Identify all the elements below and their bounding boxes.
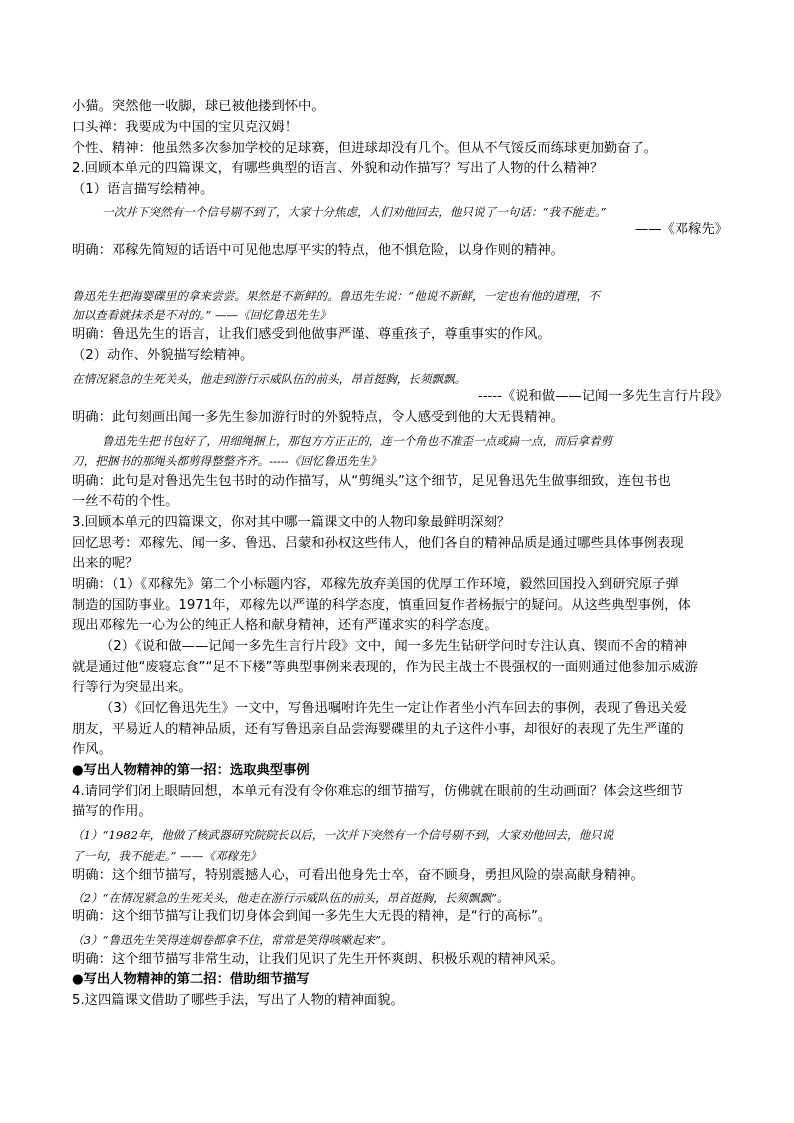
text-line: 回忆思考：邓稼先、闻一多、鲁迅、吕蒙和孙权这些伟人，他们各自的精神品质是通过哪些具体事例表现 [72,536,684,551]
quote-text: 了一句，我不能走。” ——《邓稼先》 [72,849,262,863]
text-line: 个性、精神：他虽然多次参加学校的足球赛，但进球却没有几个。但从不气馁反而练球更加勤奋了。 [72,141,658,156]
section-heading: ●写出人物精神的第一招：选取典型事例 [72,763,310,778]
quote-source: ——《邓稼先》 [634,222,728,237]
answer-text: 朋友，平易近人的精神品质，还有写鲁迅亲自品尝海婴碟里的丸子这件小事，却很好的表现了先生严谨的 [72,722,684,737]
text-line: 出来的呢？ [72,556,139,571]
answer-text: 制造的国防事业。1971年，邓稼先以严谨的科学态度，慎重回复作者杨振宁的疑问。从这些典型事例，体 [72,598,691,613]
subheading: （2）动作、外貌描写绘精神。 [72,348,254,363]
subheading: （1）语言描写绘精神。 [72,182,214,197]
section-heading: ●写出人物精神的第二招：借助细节描写 [72,972,310,987]
answer-text: 明确：此句刻画出闻一多先生参加游行时的外貌特点，令人感受到他的大无畏精神。 [72,410,564,425]
answer-text: 明确：鲁迅先生的语言，让我们感受到他做事严谨、尊重孩子，尊重事实的作风。 [72,327,551,342]
quote-text: 鲁迅先生把海婴碟里的拿来尝尝。果然是不新鲜的。鲁迅先生说：“他说不新鲜，一定也有他的道理，不 [72,289,600,303]
answer-text: 明确：这个细节描写，特别震撼人心，可看出他身先士卒，奋不顾身，勇担风险的崇高献身精神。 [72,868,644,883]
quote-text: 在情况紧急的生死关头，他走到游行示威队伍的前头，昂首挺胸，长须飘飘。 [72,372,467,386]
answer-text: 一丝不苟的个性。 [72,494,179,509]
answer-text: （3）《回忆鲁迅先生》一文中，写鲁迅嘱咐许先生一定让作者坐小汽车回去的事例，表现了鲁迅关爱 [100,701,687,716]
answer-text: 行等行为突显出来。 [72,680,192,695]
question-heading: 2.回顾本单元的四篇课文，有哪些典型的语言、外貌和动作描写？写出了人物的什么精神？ [72,161,604,176]
quote-text: （3）“鲁迅先生笑得连烟卷都拿不住，常常是笑得咳嗽起来”。 [72,933,393,947]
question-heading: 3.回顾本单元的四篇课文，你对其中哪一篇课文中的人物印象最鲜明深刻？ [72,515,511,530]
question-heading: 描写的作用。 [72,804,152,819]
answer-text: 明确：邓稼先简短的话语中可见他忠厚平实的特点，他不惧危险，以身作则的精神。 [72,243,564,258]
quote-source: -----《说和做——记闻一多先生言行片段》 [477,389,728,404]
answer-text: 就是通过他“废寝忘食”“足不下楼”等典型事例来表现的，作为民主战士不畏强权的一面则通过他参加示威游 [72,660,698,675]
text-line: 小猫。突然他一收脚，球已被他搂到怀中。 [72,99,325,114]
quote-text: 鲁迅先生把书包好了，用细绳捆上，那包方方正正的，连一个角也不准歪一点或扁一点，而后拿着剪 [102,434,613,448]
answer-text: 明确：这个细节描写非常生动，让我们见识了先生开怀爽朗、积极乐观的精神风采。 [72,952,564,967]
question-heading: 4.请同学们闭上眼睛回想，本单元有没有令你难忘的细节描写，仿佛就在眼前的生动画面？体会这些细节 [72,784,684,799]
answer-text: 明确：（1）《邓稼先》第二个小标题内容，邓稼先放弃美国的优厚工作环境，毅然回国投入到研究原子弹 [72,577,679,592]
answer-text: （2）《说和做——记闻一多先生言行片段》文中，闻一多先生钻研学问时专注认真、锲而不舍的精神 [100,639,687,654]
answer-text: 明确：这个细节描写让我们切身体会到闻一多先生大无畏的精神，是“行的高标”。 [72,909,552,924]
quote-text: （2）“在情况紧急的生死关头，他走在游行示威队伍的前头，昂首挺胸，长须飘飘”。 [72,891,509,905]
answer-text: 现出邓稼先一心为公的纯正人格和献身精神，还有严谨求实的科学态度。 [72,618,498,633]
quote-text: （1）“1982年，他做了核武器研究院院长以后，一次并下突然有一个信号剔不到，大家劝他回去，他只说 [72,828,614,842]
quote-text: 一次并下突然有一个信号剔不到了，大家十分焦虑，人们劝他回去，他只说了一句话：“我不能走。” [102,205,607,219]
answer-text: 作风。 [72,742,112,757]
question-heading: 5.这四篇课文借助了哪些手法，写出了人物的精神面貌。 [72,993,404,1008]
quote-text: 刀，把捆书的那绳头都剪得整整齐齐。-----《回忆鲁迅先生》 [72,454,382,468]
text-line: 口头禅：我要成为中国的宝贝克汉姆！ [72,120,299,135]
answer-text: 明确：此句是对鲁迅先生包书时的动作描写，从“剪绳头”这个细节，足见鲁迅先生做事细致，连包书也 [72,474,671,489]
quote-text: 加以查看就抹杀是不对的。” ——《回忆鲁迅先生》 [72,308,331,322]
